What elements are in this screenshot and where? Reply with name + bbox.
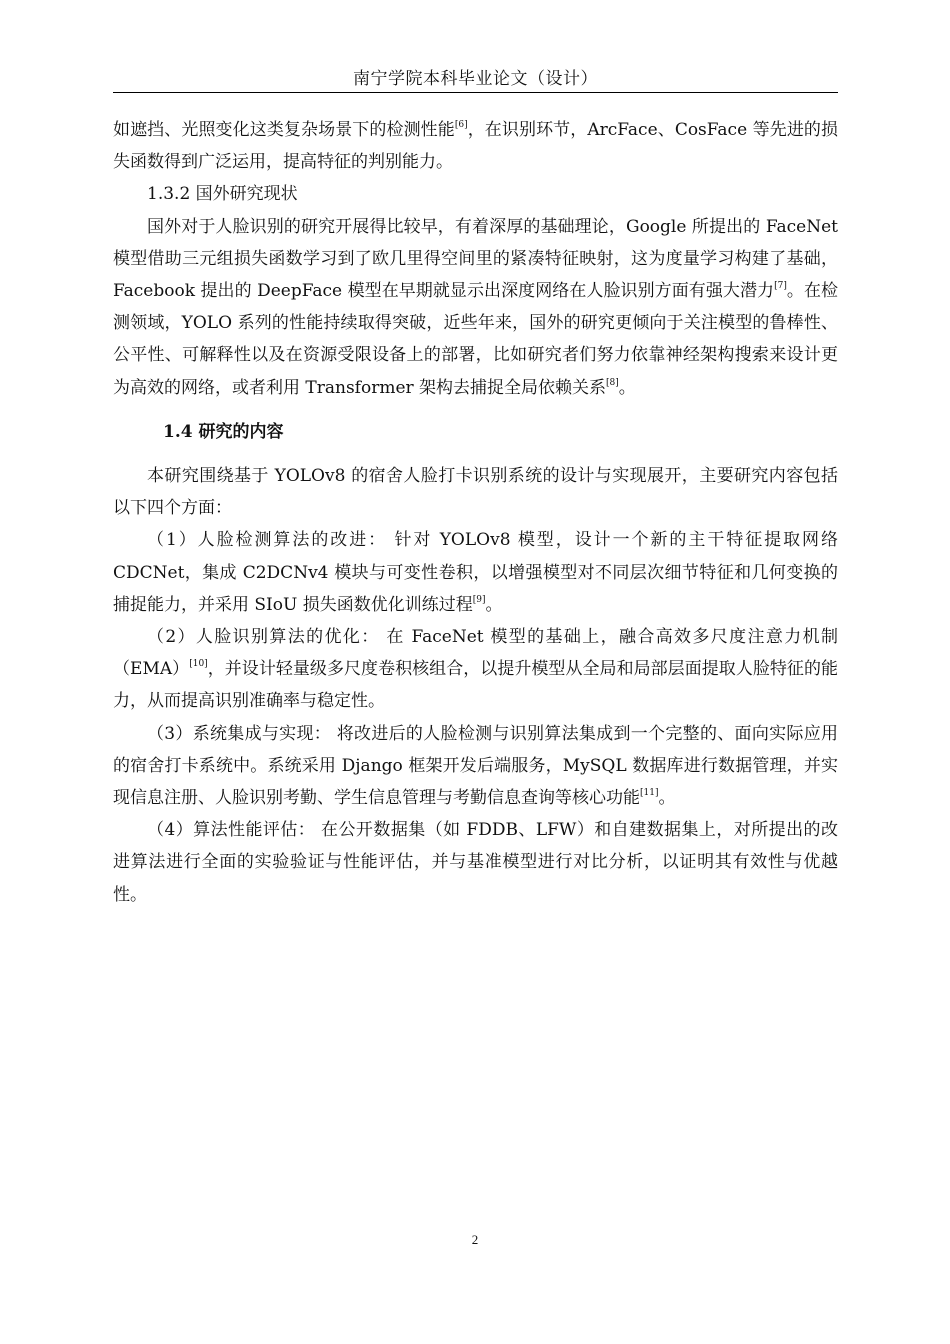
section-heading: 1.4 研究的内容 bbox=[163, 421, 284, 442]
citation-ref: [11] bbox=[640, 788, 659, 799]
list-item-2 bbox=[113, 621, 838, 718]
paragraph-foreign-research bbox=[113, 211, 838, 404]
list-item-text: （1）人脸检测算法的改进： 针对 YOLOv8 模型，设计一个新的主干特征提取网络 CDCNet，集成 C2DCNv4 模块与可变性卷积，以增强模型对不同层次细节特征和几何变换的捕捉能力，并采用 SIoU 损失函数优化训练过程 bbox=[113, 530, 838, 615]
paragraph-continued bbox=[113, 114, 838, 178]
list-item-text: 。 bbox=[658, 788, 676, 809]
page-header: 南宁学院本科毕业论文（设计） bbox=[353, 69, 598, 89]
paragraph-text: 。 bbox=[618, 377, 636, 398]
paragraph-text: ，在识别环节，ArcFace、CosFace 等先进的损失函数得到广泛运用，提高特征的判别能力。 bbox=[113, 120, 839, 173]
list-item-text: （2）人脸识别算法的优化： 在 FaceNet 模型的基础上，融合高效多尺度注意力机制（EMA） bbox=[113, 627, 838, 680]
citation-ref: [7] bbox=[774, 281, 787, 292]
page-number: 2 bbox=[471, 1232, 479, 1247]
paragraph-text: 。在检测领域，YOLO 系列的性能持续取得突破，近些年来，国外的研究更倾向于关注模型的鲁棒性、公平性、可解释性以及在资源受限设备上的部署，比如研究者们努力依靠神经架构搜索来设计更为高效的网络，或者利用 Transformer 架构去捕捉全局依赖关系 bbox=[113, 281, 839, 398]
citation-ref: [10] bbox=[189, 659, 208, 670]
paragraph-text: 国外对于人脸识别的研究开展得比较早，有着深厚的基础理论，Google 所提出的 FaceNet 模型借助三元组损失函数学习到了欧几里得空间里的紧凑特征映射，这为度量学习构建了基础，Facebook 提出的 DeepFace 模型在早期就显示出深度网络在人脸识别方面有强大潜力 bbox=[113, 216, 838, 302]
citation-ref: [8] bbox=[606, 377, 619, 388]
paragraph-intro: 本研究围绕基于 YOLOv8 的宿舍人脸打卡识别系统的设计与实现展开，主要研究内容包括以下四个方面： bbox=[113, 466, 838, 519]
paragraph-text: 如遮挡、光照变化这类复杂场景下的检测性能 bbox=[113, 120, 455, 140]
document-body bbox=[113, 114, 838, 911]
list-item-text: 。 bbox=[485, 594, 503, 615]
list-item-text: （3）系统集成与实现： 将改进后的人脸检测与识别算法集成到一个完整的、面向实际应用的宿舍打卡系统中。系统采用 Django 框架开发后端服务，MySQL 数据库进行数据管理，并实现信息注册、人脸识别考勤、学生信息管理与考勤信息查询等核心功能 bbox=[113, 723, 838, 809]
subsection-heading: 1.3.2 国外研究现状 bbox=[147, 184, 298, 205]
citation-ref: [6] bbox=[454, 120, 468, 130]
citation-ref: [9] bbox=[472, 594, 486, 605]
header-rule bbox=[113, 92, 838, 93]
list-item-1 bbox=[113, 524, 838, 621]
list-item-4: （4）算法性能评估： 在公开数据集（如 FDDB、LFW）和自建数据集上，对所提出的改进算法进行全面的实验验证与性能评估，并与基准模型进行对比分析，以证明其有效性与优越性。 bbox=[113, 820, 838, 905]
list-item-3 bbox=[113, 718, 838, 815]
list-item-text: ，并设计轻量级多尺度卷积核组合，以提升模型从全局和局部层面提取人脸特征的能力，从而提高识别准确率与稳定性。 bbox=[113, 659, 839, 712]
